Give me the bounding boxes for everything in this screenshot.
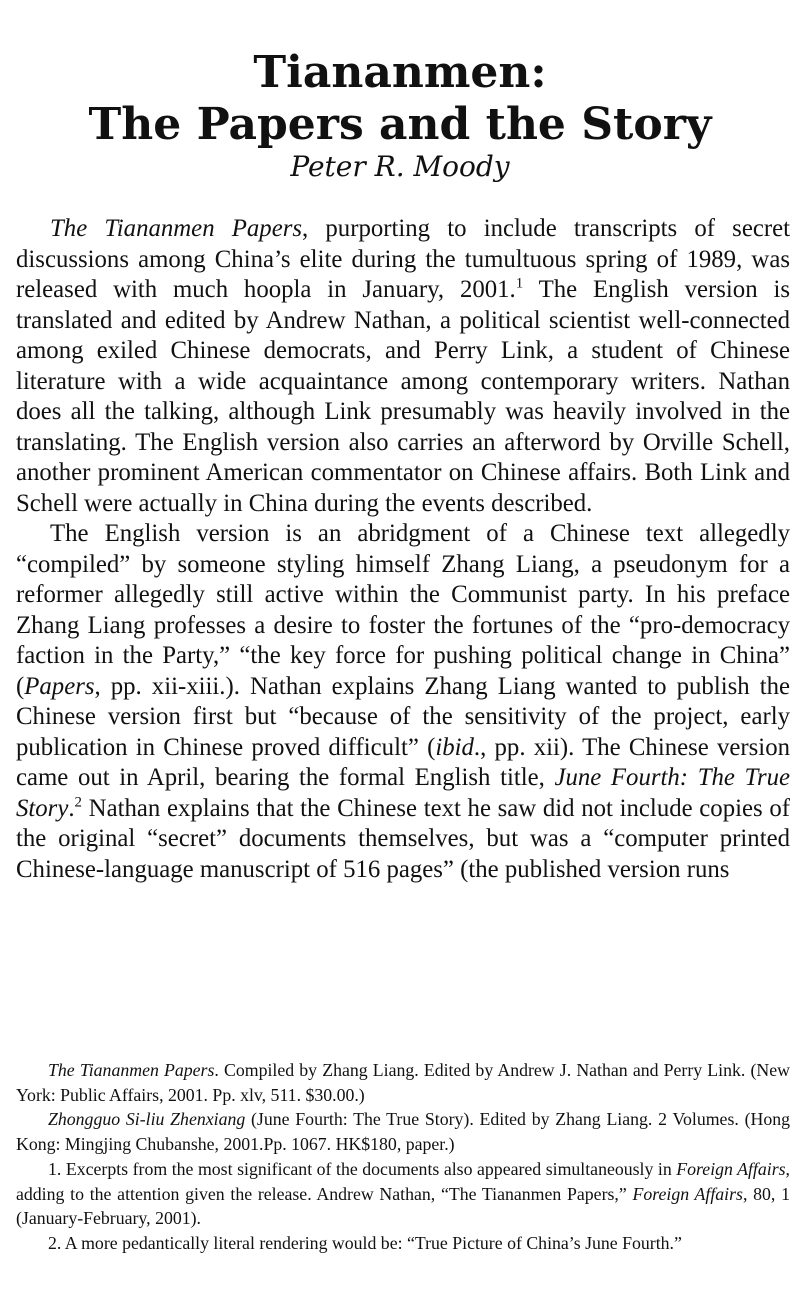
footnote-2: 2. A more pedantically literal rendering would be: “True Picture of China’s June Fourth.” (48, 1232, 682, 1253)
title-line-2: The Papers and the Story (88, 99, 712, 151)
footnote-1: 1. Excerpts from the most significant of the documents also appeared simultaneously in Foreign Affairs, adding to the attention given the release. Andrew Nathan, “The Tiananmen Papers,” Foreign Affairs, 80, 1 (January-February, 2001). (16, 1158, 790, 1229)
paragraph-2: The English version is an abridgment of a Chinese text allegedly “compiled” by someone styling himself Zhang Liang, a pseudonym for a reformer allegedly still active within the Communist party. In his preface Zhang Liang professes a desire to foster the fortunes of the “pro-democracy faction in the Party,” “the key force for pushing political change in China” (Papers, pp. xii-xiii.). Nathan explains Zhang Liang wanted to publish the Chinese version first but “because of the sensitivity of the project, early publication in Chinese proved difficult” (ibid., pp. xii). The Chinese version came out in April, bearing the formal English title, June Fourth: The True Story.$^2$ Nathan explains that the Chinese text he saw did not include copies of the original “secret” documents themselves, but was a “computer printed Chinese-language manuscript of 516 pages” (the published version runs (16, 520, 790, 883)
footnote-ref-2: 2 (74, 794, 82, 811)
footnotes (16, 1058, 790, 1256)
book-reference-1: The Tiananmen Papers. Compiled by Zhang Liang. Edited by Andrew J. Nathan and Perry Link. (New York: Public Affairs, 2001. Pp. xlv, 511. $30.00.) (16, 1060, 790, 1105)
paragraph-1: The Tiananmen Papers, purporting to include transcripts of secret discussions among China’s elite during the tumultuous spring of 1989, was released with much hoopla in January, 2001.$^1$ The English version is translated and edited by Andrew Nathan, a political scientist well-connected among exiled Chinese democrats, and Perry Link, a student of Chinese literature with a wide acquaintance among contemporary writers. Nathan does all the talking, although Link presumably was heavily involved in the translating. The English version also carries an afterword by Orville Schell, another prominent American commentator on Chinese affairs. Both Link and Schell were actually in China during the events described. (16, 215, 790, 517)
article-title (0, 47, 800, 151)
article-body (16, 214, 790, 885)
book-title: The Tiananmen Papers (50, 215, 303, 242)
author-name: Peter R. Moody (290, 150, 510, 183)
title-line-1: Tiananmen: (253, 47, 547, 99)
book-reference-2: Zhongguo Si-liu Zhenxiang (June Fourth: The True Story). Edited by Zhang Liang. 2 Volumes. (Hong Kong: Mingjing Chubanshe, 2001.Pp. 1067. HK$180, paper.) (16, 1109, 791, 1155)
footnote-ref-1: 1 (515, 275, 524, 292)
